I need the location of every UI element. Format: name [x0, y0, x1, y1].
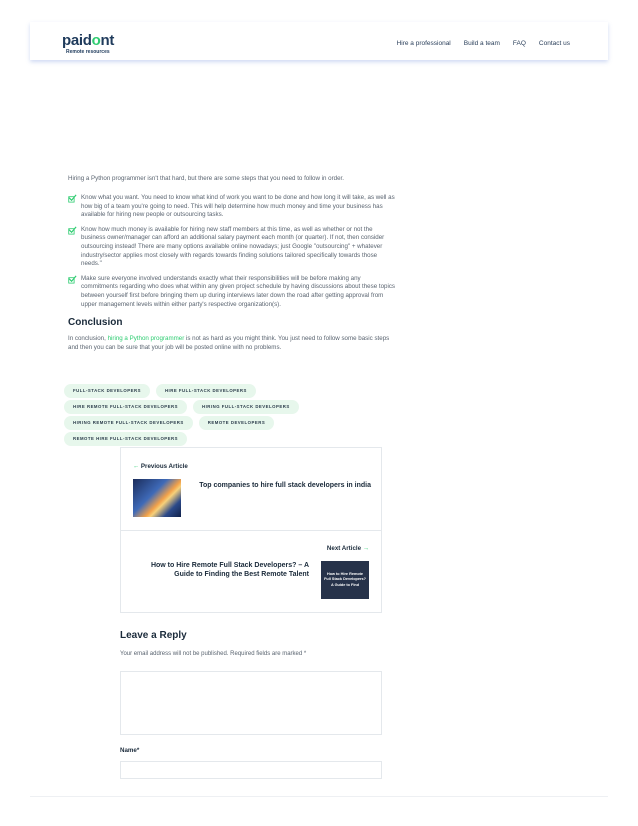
next-article-label[interactable]: Next Article → [326, 545, 369, 552]
next-article-title[interactable]: How to Hire Remote Full Stack Developers? – A Guide to Finding the Best Remote Talent [150, 562, 309, 578]
check-hand-icon [68, 275, 77, 284]
check-hand-icon [68, 194, 77, 203]
tag-pill[interactable]: HIRING FULL-STACK DEVELOPERS [193, 400, 299, 414]
tag-list [64, 384, 374, 448]
site-logo[interactable] [62, 34, 114, 55]
footer-divider [30, 796, 608, 797]
next-article-thumbnail[interactable] [321, 561, 369, 599]
tag-pill[interactable]: HIRE FULL-STACK DEVELOPERS [156, 384, 256, 398]
site-header [30, 22, 608, 60]
previous-article-label[interactable]: ← Previous Article [133, 463, 188, 470]
post-navigation [120, 447, 382, 613]
tag-pill[interactable]: HIRING REMOTE FULL-STACK DEVELOPERS [64, 416, 193, 430]
logo-tagline: Remote resources [66, 49, 110, 55]
article-intro: Hiring a Python programmer isn't that hard, but there are some steps that you need to follow in order. [68, 175, 344, 182]
list-item [68, 226, 398, 269]
nav-hire-professional[interactable]: Hire a professional [396, 40, 451, 47]
arrow-right-icon: → [362, 545, 369, 552]
list-item [68, 194, 398, 220]
list-item [68, 275, 398, 309]
tag-pill[interactable]: REMOTE HIRE FULL-STACK DEVELOPERS [64, 432, 187, 446]
conclusion-text: is not as hard as you might think. You just need to follow some basic steps and then you can be sure that your job will be posted online with no problems. [68, 335, 390, 351]
logo-wordmark: paidont [62, 32, 115, 49]
list-item-text: Make sure everyone involved understands exactly what their responsibilities will be before making any commitments regarding who does what within any given project schedule by having discussions about these topics between yourself first before bringing them up during interviews later down the road after getting approval from upper management levels within either party's respective organization(s). [81, 274, 396, 308]
conclusion-text: In conclusion, [68, 335, 108, 342]
divider [121, 530, 381, 531]
nav-faq[interactable]: FAQ [512, 40, 526, 47]
previous-article-title[interactable]: Top companies to hire full stack developers in india [199, 482, 371, 489]
conclusion-paragraph [68, 335, 398, 352]
main-nav [384, 40, 570, 47]
conclusion-heading: Conclusion [68, 317, 123, 328]
comment-textarea[interactable] [120, 671, 382, 735]
leave-reply-heading: Leave a Reply [120, 630, 187, 641]
tag-pill[interactable]: FULL-STACK DEVELOPERS [64, 384, 150, 398]
name-input[interactable] [120, 761, 382, 779]
nav-build-team[interactable]: Build a team [463, 40, 500, 47]
tag-pill[interactable]: REMOTE DEVELOPERS [199, 416, 274, 430]
nav-contact[interactable]: Contact us [538, 40, 570, 47]
next-thumbnail-text: How to Hire Remote Full Stack Developers? A Guide to Find [324, 571, 366, 587]
list-item-text: Know how much money is available for hiring new staff members at this time, as well as whether or not the business owner/manager can afford an additional salary payment each month (or quarter). If not, then consider outsourcing instead! There are many options available online nowadays; just Google "outsourcing" + whatever industry/sector applies most closely with regards towards finding solutions tailored specifically towards those needs." [81, 225, 385, 268]
article-checklist [68, 194, 398, 315]
python-programmer-link[interactable]: hiring a Python programmer [107, 335, 185, 342]
reply-note: Your email address will not be published. Required fields are marked * [120, 651, 307, 657]
previous-article-thumbnail[interactable] [133, 479, 181, 517]
list-item-text: Know what you want. You need to know what kind of work you want to be done and how long it will take, as well as how big of a team you're going to need. This will help determine how much money and time your business has available for hiring new people or outsourcing tasks. [81, 194, 395, 219]
arrow-left-icon: ← [133, 463, 140, 470]
check-hand-icon [68, 226, 77, 235]
tag-pill[interactable]: HIRE REMOTE FULL-STACK DEVELOPERS [64, 400, 187, 414]
name-label: Name* [120, 747, 140, 754]
